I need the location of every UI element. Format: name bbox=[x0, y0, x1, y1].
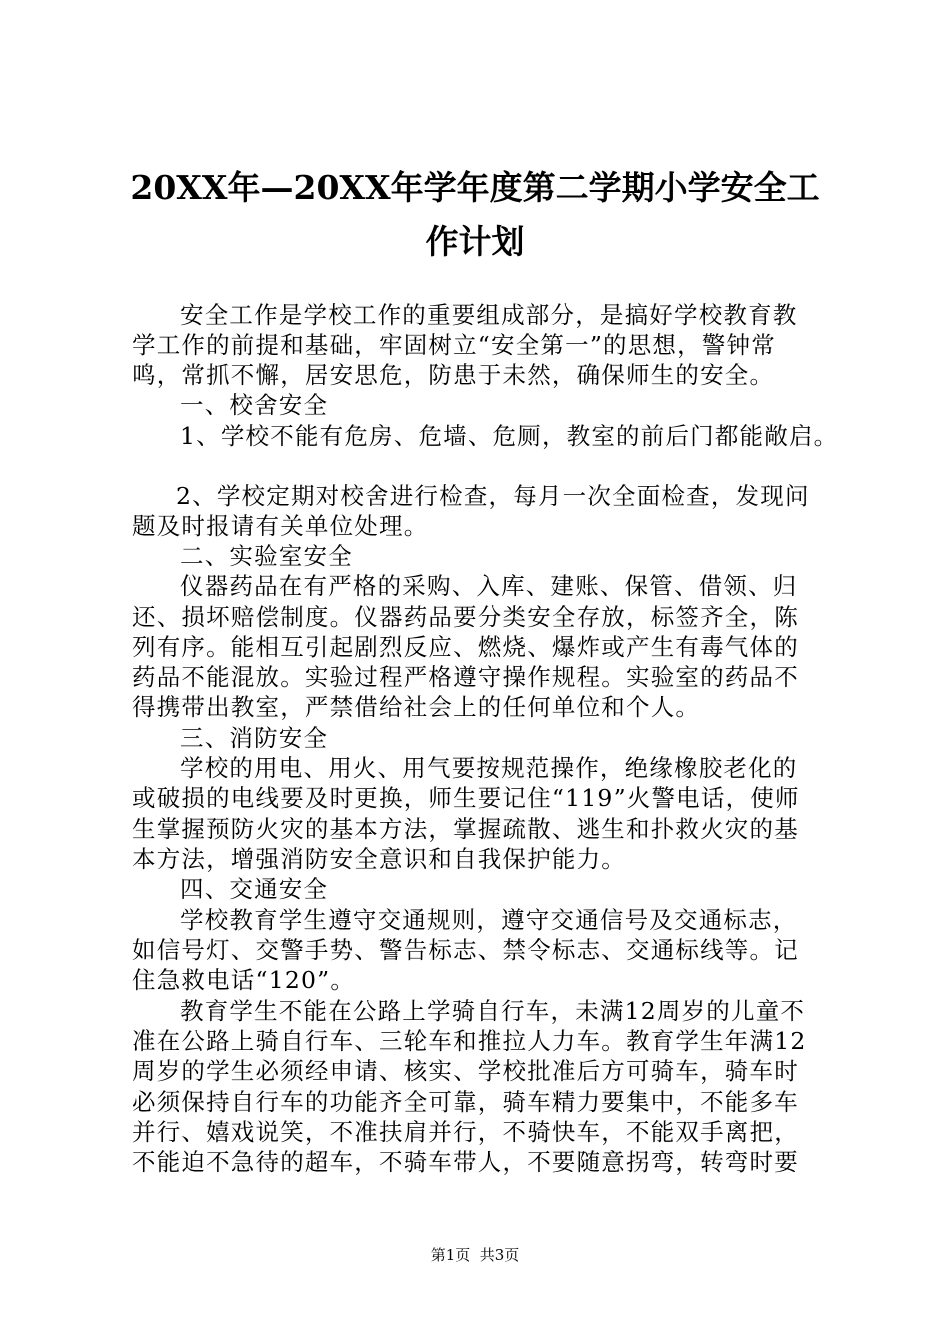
paragraph-traffic-1-line-2: 如信号灯、交警手势、警告标志、禁令标志、交通标线等。记 bbox=[132, 936, 799, 964]
page-footer bbox=[0, 1245, 950, 1265]
section-heading-traffic: 四、交通安全 bbox=[180, 875, 329, 903]
paragraph-lab-line-5: 得携带出教室，严禁借给社会上的任何单位和个人。 bbox=[132, 693, 701, 721]
paragraph-traffic-2-line-1: 教育学生不能在公路上学骑自行车，未满12周岁的儿童不 bbox=[180, 997, 806, 1025]
paragraph-traffic-2-line-4: 必须保持自行车的功能齐全可靠，骑车精力要集中，不能多车 bbox=[132, 1088, 799, 1116]
paragraph-lab-line-4: 药品不能混放。实验过程严格遵守操作规程。实验室的药品不 bbox=[132, 663, 799, 691]
item-2-line-2: 题及时报请有关单位处理。 bbox=[132, 512, 429, 540]
paragraph-traffic-2-line-2: 准在公路上骑自行车、三轮车和推拉人力车。教育学生年满12 bbox=[132, 1027, 807, 1055]
section-heading-school-buildings: 一、校舍安全 bbox=[180, 391, 329, 419]
paragraph-intro-line-1: 安全工作是学校工作的重要组成部分，是搞好学校教育教 bbox=[180, 301, 798, 329]
paragraph-lab-line-3: 列有序。能相互引起剧烈反应、燃烧、爆炸或产生有毒气体的 bbox=[132, 633, 799, 661]
document-title-line-1: 20XX年—20XX年学年度第二学期小学安全工 bbox=[130, 168, 820, 207]
paragraph-traffic-2-line-3: 周岁的学生必须经申请、核实、学校批准后方可骑车，骑车时 bbox=[132, 1057, 799, 1085]
section-heading-fire: 三、消防安全 bbox=[180, 724, 329, 752]
page-number-label: 第1页 共3页 bbox=[430, 1246, 520, 1264]
paragraph-fire-line-2: 或破损的电线要及时更换，师生要记住“119”火警电话，使师 bbox=[132, 784, 800, 812]
paragraph-lab-line-1: 仪器药品在有严格的采购、入库、建账、保管、借领、归 bbox=[180, 572, 798, 600]
item-2-line-1: 2、学校定期对校舍进行检查，每月一次全面检查，发现问 bbox=[176, 482, 810, 510]
document-title-line-2: 作计划 bbox=[425, 222, 525, 261]
paragraph-fire-line-4: 本方法，增强消防安全意识和自我保护能力。 bbox=[132, 845, 626, 873]
paragraph-traffic-2-line-6: 不能迫不急待的超车，不骑车带人，不要随意拐弯，转弯时要 bbox=[132, 1148, 799, 1176]
paragraph-intro-line-2: 学工作的前提和基础，牢固树立“安全第一”的思想，警钟常 bbox=[132, 331, 776, 359]
paragraph-fire-line-3: 生掌握预防火灾的基本方法，掌握疏散、逃生和扑救火灾的基 bbox=[132, 815, 799, 843]
paragraph-intro-line-3: 鸣，常抓不懈，居安思危，防患于未然，确保师生的安全。 bbox=[132, 361, 775, 389]
paragraph-fire-line-1: 学校的用电、用火、用气要按规范操作，绝缘橡胶老化的 bbox=[180, 754, 798, 782]
paragraph-traffic-1-line-3: 住急救电话“120”。 bbox=[132, 966, 356, 994]
item-1-line-1: 1、学校不能有危房、危墙、危厕，教室的前后门都能敞启。 bbox=[180, 422, 839, 450]
paragraph-traffic-1-line-1: 学校教育学生遵守交通规则，遵守交通信号及交通标志， bbox=[180, 906, 798, 934]
paragraph-traffic-2-line-5: 并行、嬉戏说笑，不准扶肩并行，不骑快车，不能双手离把， bbox=[132, 1118, 799, 1146]
paragraph-lab-line-2: 还、损坏赔偿制度。仪器药品要分类安全存放，标签齐全，陈 bbox=[132, 603, 799, 631]
section-heading-laboratory: 二、实验室安全 bbox=[180, 542, 353, 570]
